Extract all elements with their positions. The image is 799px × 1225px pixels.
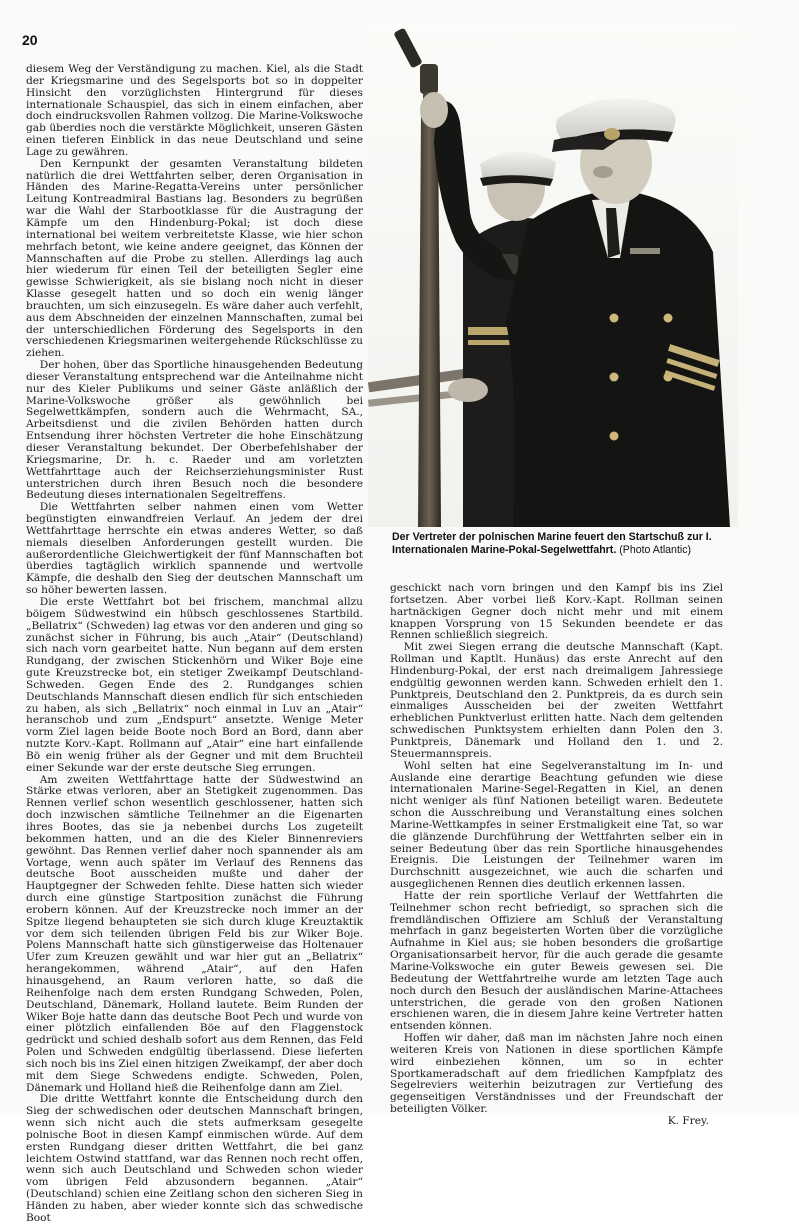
paragraph: Die Wettfahrten selber nahmen einen vom Wetter begünstigten einwandfreien Verlauf. An jedem der drei Wettfahrttage herrschte ein etwas anderes Wetter, so daß niemals dieselben Anforderungen gestellt wurden. Die außerordentliche Gleichwertigkeit der fünf Mannschaften bot überdies tagtäglich wirklich spannende und wertvolle Kämpfe, die deshalb den Sieg der deutschen Mannschaft um so höher bewerten lassen.: [26, 501, 363, 597]
left-text-column: [26, 63, 363, 1224]
photo-caption: [392, 531, 732, 556]
right-text-column: [390, 582, 723, 1127]
paragraph: Wohl selten hat eine Segelveranstaltung im In- und Auslande eine derartige Beachtung gefunden wie diese internationalen Marine-Segel-Regatten in Kiel, an denen nicht weniger als fünf Nationen beteiligt waren. Bedeutete schon die Ausschreibung und Veranstaltung eines solchen Marine-Wettkampfes in seiner Erstmaligkeit eine Tat, so war die glänzende Durchführung der Wettfahrten selber ein in seiner Bedeutung über das rein Sportliche hinausgehendes Ereignis. Die Leistungen der Teilnehmer waren im Durchschnitt ausgezeichnet, wie auch die scharfen und ausgeglichenen Rennen dies deutlich erkennen lassen.: [390, 759, 723, 891]
paragraph: geschickt nach vorn bringen und den Kampf bis ins Ziel fortsetzen. Aber vorbei ließ Korv.-Kapt. Rollman seinen hartnäckigen Gegner doch nicht mehr und mit einem knappen Vorsprung von 15 Sekunden beendete er das Rennen schließlich siegreich.: [390, 582, 723, 642]
paragraph: diesem Weg der Verständigung zu machen. Kiel, als die Stadt der Kriegsmarine und des Segelsports bot so in doppelter Hinsicht den vorzüglichsten Hintergrund für dieses internationale Schauspiel, das sich in einem einfachen, aber doch eindrucksvollen Rahmen vollzog. Die Marine-Volkswoche gab überdies noch die verstärkte Möglichkeit, unseren Gästen einen tieferen Einblick in das neue Deutschland und seine Lage zu gewähren.: [26, 63, 363, 158]
paragraph: Der hohen, über das Sportliche hinausgehenden Bedeutung dieser Veranstaltung entsprechend war die Anteilnahme nicht nur des Kieler Publikums und seiner Gäste anläßlich der Marine-Volkswoche größer als gewöhnlich bei Segelwettkämpfen, sondern auch die Wehrmacht, SA., Arbeitsdienst und die zivilen Behörden hatten durch Entsendung ihrer höchsten Vertreter die hohe Einschätzung dieser Veranstaltung bekundet. Der Oberbefehlshaber der Kriegsmarine, Dr. h. c. Raeder und am vorletzten Wettfahrttage auch der Reichserziehungsminister Rust unterstrichen durch ihren Besuch noch die besondere Bedeutung dieses internationalen Segeltreffens.: [26, 359, 363, 502]
paragraph: Mit zwei Siegen errang die deutsche Mannschaft (Kapt. Rollman und Kaptlt. Hunäus) das erste Anrecht auf den Hindenburg-Pokal, der erst nach dreimaligem Jahressiege endgültig gewonnen werden kann. Schweden erhielt den 1. Punktpreis, Deutschland den 2. Punktpreis, da es durch sein einmaliges Ausscheiden bei der zweiten Wettfahrt erheblichen Punktverlust erlitten hatte. Nach dem geltenden schwedischen Punktsystem erhielten dann Polen den 3. Punktpreis, Dänemark und Holland den 1. und 2. Steuermannspreis.: [390, 641, 723, 760]
paragraph: Am zweiten Wettfahrttage hatte der Südwestwind an Stärke etwas verloren, aber an Stetigkeit zugenommen. Das Rennen verlief schon wesentlich geschlossener, hatten sich doch inzwischen sämtliche Teilnehmer an die Eigenarten ihres Bootes, das sie ja nebenbei durchs Los zugeteilt bekommen hatten, und an die des Kieler Binnenreviers gewöhnt. Das Rennen verlief daher noch spannender als am Vortage, wenn auch später im Verlauf des Rennens das deutsche Boot ausscheiden mußte und daher der Hauptgegner der Schweden fehlte. Diese hatten sich wieder durch eine günstige Startposition zunächst die Führung erobern können. Auf der Kreuzstrecke noch immer an der Spitze liegend behaupteten sie sich durch kluge Kreuztaktik vor dem sich teilenden übrigen Feld bis zur Wiker Boje. Polens Mannschaft hatte sich günstigerweise das Holtenauer Ufer zum Kreuzen gewählt und war hier gut an „Bellatrix“ herangekommen, während „Atair“, auf den Hafen hinausgehend, an Raum verloren hatte, so daß die Reihenfolge nach dem ersten Rundgang Schweden, Polen, Deutschland, Dänemark, Holland lautete. Beim Runden der Wiker Boje hatte dann das deutsche Boot Pech und wurde von einer plötzlich einfallenden Böe auf den Flaggenstock gedrückt und schied deshalb sofort aus dem Rennen, das Feld Polen und Schweden endgültig überlassend. Diese lieferten sich noch bis ins Ziel einen hitzigen Zweikampf, der aber doch mit dem Siege Schwedens endigte. Schweden, Polen, Dänemark und Holland hieß die Reihenfolge dann am Ziel.: [26, 773, 363, 1094]
paragraph: Die erste Wettfahrt bot bei frischem, manchmal allzu böigem Südwestwind ein hübsch geschlossenes Startbild. „Bellatrix“ (Schweden) lag etwas vor den anderen und ging so zunächst sicher in Führung, bis auch „Atair“ (Deutschland) sich nach vorn gearbeitet hatte. Nun begann auf dem ersten Rundgang, der zwischen Stickenhörn und Wiker Boje eine gute Kreuzstrecke bot, ein stetiger Zweikampf Deutschland-Schweden. Gegen Ende des 2. Rundganges schien Deutschlands Mannschaft diesen endlich für sich entschieden zu haben, als sich „Bellatrix“ noch einmal in Luv an „Atair“ heranschob und zum „Endspurt“ ansetzte. Wenige Meter vorm Ziel lagen beide Boote noch Bord an Bord, dann aber nutzte Korv.-Kapt. Rollmann auf „Atair“ eine hart einfallende Bö ein wenig früher als der Gegner und mit dem Bruchteil einer Sekunde war der erste deutsche Sieg errungen.: [26, 595, 363, 774]
photo-illustration: [368, 22, 738, 527]
author-signature: K. Frey.: [667, 1114, 709, 1127]
paragraph: Die dritte Wettfahrt konnte die Entscheidung durch den Sieg der schwedischen oder deutschen Mannschaft bringen, wenn sich nicht auch die stets aufmerksam gesegelte polnische Boot in diesen Kampf einmischen würde. Auf dem ersten Rundgang dieser dritten Wettfahrt, die bei ganz leichtem Ostwind stattfand, war das Rennen noch recht offen, wenn sich auch Deutschland und Schweden schon wieder vom übrigen Feld abzusondern begannen. „Atair“ (Deutschland) schien eine Zeitlang schon den sicheren Sieg in Händen zu haben, aber wieder konnte sich das schwedische Boot: [26, 1093, 363, 1224]
paragraph: Hoffen wir daher, daß man im nächsten Jahre noch einen weiteren Kreis von Nationen in diese sportlichen Kämpfe wird einbeziehen können, um so in echter Sportkameradschaft auf dem friedlichen Kampfplatz des Segelreviers weiterhin beizutragen zur Vertiefung des gegenseitigen Verständnisses und der Freundschaft der beteiligten Völker.: [390, 1032, 723, 1116]
caption-text: Der Vertreter der polnischen Marine feuert den Startschuß zur I. Internationalen Marine-Pokal-Segelwettfahrt.: [392, 531, 712, 556]
photo-credit: (Photo Atlantic): [619, 543, 692, 556]
paragraph: Hatte der rein sportliche Verlauf der Wettfahrten die Teilnehmer schon recht befriedigt, so sprachen sich die fremdländischen Offiziere am Schluß der Veranstaltung mehrfach in ganz begeisterten Worten über die vorzügliche Aufnahme in Kiel aus; sie hoben besonders die großartige Organisationsarbeit hervor, für die auch gerade die gesamte Marine-Volkswoche ein guter Beweis gewesen sei. Die Bedeutung der Wettfahrtreihe wurde am letzten Tage auch noch durch den Besuch der ausländischen Marine-Attachees unterstrichen, die gerade von den großen Nationen erschienen waren, die in diesem Jahre keine Vertreter hatten entsenden können.: [390, 889, 723, 1033]
paragraph: Den Kernpunkt der gesamten Veranstaltung bildeten natürlich die drei Wettfahrten selber, deren Organisation in Händen des Marine-Regatta-Vereins unter persönlicher Leitung Kontreadmiral Bastians lag. Besonders zu begrüßen war die Wahl der Starbootklasse für die Austragung der Kämpfe um den Hindenburg-Pokal; ist doch diese international bei weitem verbreitetste Klasse, wie hier schon mehrfach betont, wie keine andere geeignet, das Können der Mannschaften auf die Probe zu stellen. Allerdings lag auch hier wiederum für einen Teil der beteiligten Segler eine gewisse Schwierigkeit, als sie bislang noch nicht in dieser Klasse gesegelt hatten und so doch ein wenig länger brauchten, um sich einzusegeln. Es wäre daher auch verfehlt, aus dem Abschneiden der einzelnen Mannschaften, zumal bei der unterschiedlichen Förderung des Segelsports in den verschiedenen Kriegsmarinen weitergehende Rückschlüsse zu ziehen.: [26, 157, 363, 360]
page-number: 20: [22, 32, 38, 48]
photo-two-officers-starting-gun: [368, 22, 738, 527]
